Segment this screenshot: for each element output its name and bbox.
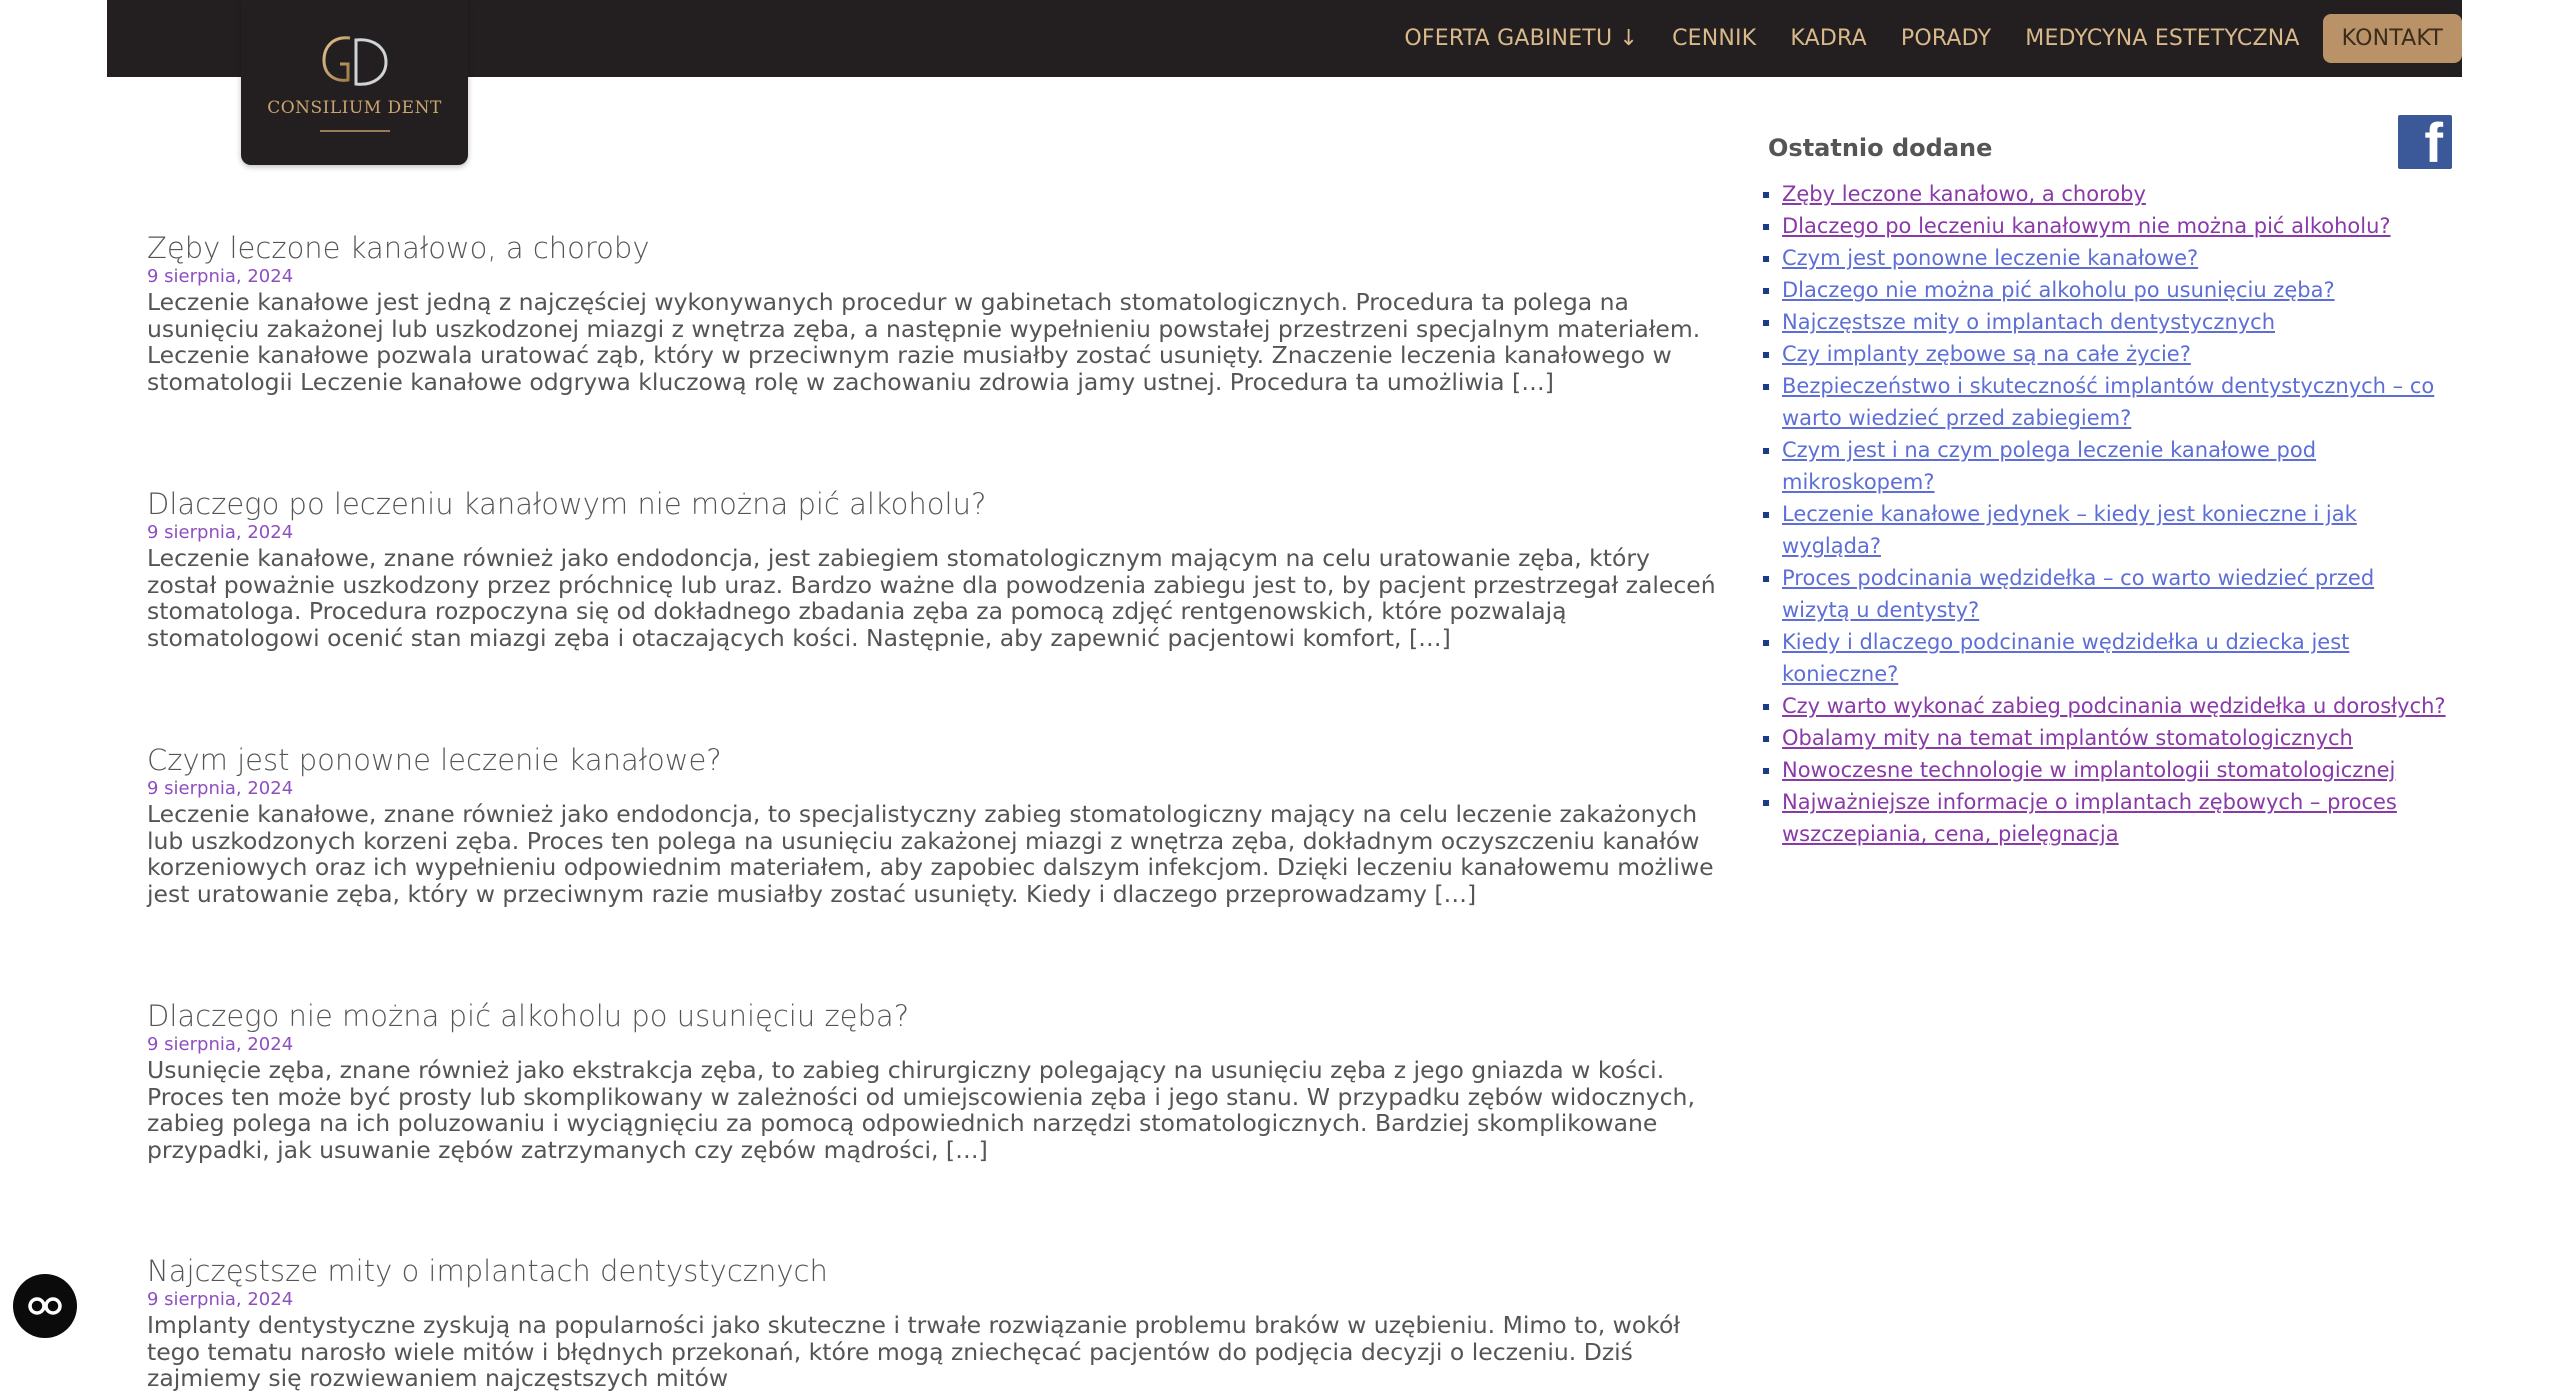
recent-posts-list [1768, 178, 2448, 850]
list-item [1782, 242, 2448, 274]
post-item [147, 742, 1717, 907]
post-excerpt: Usunięcie zęba, znane również jako ekstrakcja zęba, to zabieg chirurgiczny polegający na usunięciu zęba z jego gniazda w kości. Proces ten może być prosty lub skomplikowany w zależności od umiejscowienia zęba i jego stanu. W przypadku zębów widocznych, zabieg polega na ich poluzowaniu i wyciągnięciu za pomocą odpowiednich narzędzi stomatologicznych. Bardziej skomplikowane przypadki, jak usuwanie zębów zatrzymanych czy zębów mądrości, […] [147, 1056, 1695, 1164]
post-date: 9 sierpnia, 2024 [147, 266, 294, 287]
list-item [1782, 210, 2448, 242]
list-item [1782, 690, 2448, 722]
post-excerpt: Leczenie kanałowe, znane również jako endodoncja, to specjalistyczny zabieg stomatologiczny mający na celu leczenie zakażonych lub uszkodzonych korzeni zęba. Proces ten polega na usunięciu zakażonej miazgi z wnętrza zęba, dokładnym oczyszczeniu kanałów korzeniowych oraz ich wypełnieniu odpowiednim materiałem, aby zapobiec dalszym infekcjom. Dzięki leczeniu kanałowemu możliwe jest uratowanie zęba, który w przeciwnym razie musiałby zostać usunięty. Kiedy i dlaczego przeprowadzamy […] [147, 800, 1714, 908]
post-date: 9 sierpnia, 2024 [147, 778, 294, 799]
post-title-link[interactable]: Dlaczego nie można pić alkoholu po usunięciu zęba? [147, 999, 910, 1033]
list-item [1782, 306, 2448, 338]
contact-button[interactable]: KONTAKT [2323, 14, 2462, 63]
recent-post-link[interactable]: Nowoczesne technologie w implantologii stomatologicznej [1782, 758, 2396, 782]
facebook-icon[interactable] [2398, 111, 2452, 174]
recent-post-link[interactable]: Najważniejsze informacje o implantach zębowych – proces wszczepiania, cena, pielęgnacja [1782, 790, 2397, 846]
list-item [1782, 786, 2448, 850]
post-title-link[interactable]: Najczęstsze mity o implantach dentystycznych [147, 1254, 828, 1288]
list-item [1782, 498, 2448, 562]
post-title-link[interactable]: Czym jest ponowne leczenie kanałowe? [147, 743, 722, 777]
post-item [147, 998, 1717, 1163]
recent-post-link[interactable]: Kiedy i dlaczego podcinanie wędzidełka u dziecka jest konieczne? [1782, 630, 2350, 686]
post-excerpt: Leczenie kanałowe jest jedną z najczęściej wykonywanych procedur w gabinetach stomatologicznych. Procedura ta polega na usunięciu zakażonej lub uszkodzonej miazgi z wnętrza zęba, a następnie wypełnieniu powstałej przestrzeni specjalnym materiałem. Leczenie kanałowe pozwala uratować ząb, który w przeciwnym razie musiałby zostać usunięty. Znaczenie leczenia kanałowego w stomatologii Leczenie kanałowe odgrywa kluczową rolę w zachowaniu zdrowia jamy ustnej. Procedura ta umożliwia […] [147, 288, 1701, 396]
nav-item-kadra[interactable]: KADRA [1790, 26, 1867, 51]
recent-post-link[interactable]: Bezpieczeństwo i skuteczność implantów dentystycznych – co warto wiedzieć przed zabiegiem? [1782, 374, 2435, 430]
recent-post-link[interactable]: Czy warto wykonać zabieg podcinania wędzidełka u dorosłych? [1782, 694, 2446, 718]
recent-post-link[interactable]: Czym jest ponowne leczenie kanałowe? [1782, 246, 2199, 270]
post-title-link[interactable]: Dlaczego po leczeniu kanałowym nie można pić alkoholu? [147, 487, 987, 521]
logo-underline [320, 130, 390, 132]
recent-posts-widget [1768, 134, 2448, 850]
recent-posts-title: Ostatnio dodane [1768, 134, 1993, 162]
accessibility-button[interactable] [13, 1274, 77, 1338]
post-excerpt: Leczenie kanałowe, znane również jako endodoncja, jest zabiegiem stomatologicznym mającym na celu uratowanie zęba, który został poważnie uszkodzony przez próchnicę lub uraz. Bardzo ważne dla powodzenia zabiegu jest to, by pacjent przestrzegał zaleceń stomatologa. Procedura rozpoczyna się od dokładnego zbadania zęba za pomocą zdjęć rentgenowskich, które pozwalają stomatologowi ocenić stan miazgi zęba i otaczających kości. Następnie, aby zapewnić pacjentowi komfort, […] [147, 544, 1716, 652]
post-title-link[interactable]: Zęby leczone kanałowo, a choroby [147, 231, 650, 265]
recent-post-link[interactable]: Czy implanty zębowe są na całe życie? [1782, 342, 2191, 366]
post-excerpt: Implanty dentystyczne zyskują na popularności jako skuteczne i trwałe rozwiązanie problemu braków w uzębieniu. Mimo to, wokół tego tematu narosło wiele mitów i błędnych przekonań, które mogą zniechęcać pacjentów do podjęcia decyzji o leczeniu. Dziś zajmiemy się rozwiewaniem najczęstszych mitów [147, 1311, 1681, 1392]
facebook-glyph: f [2424, 111, 2443, 174]
nav-item-medycyna-estetyczna[interactable]: MEDYCYNA ESTETYCZNA [2025, 26, 2300, 51]
logo-text: CONSILIUM DENT [267, 98, 442, 118]
recent-post-link[interactable]: Obalamy mity na temat implantów stomatologicznych [1782, 726, 2353, 750]
recent-post-link[interactable]: Dlaczego po leczeniu kanałowym nie można pić alkoholu? [1782, 214, 2391, 238]
list-item [1782, 274, 2448, 306]
recent-post-link[interactable]: Najczęstsze mity o implantach dentystycznych [1782, 310, 2276, 334]
recent-post-link[interactable]: Dlaczego nie można pić alkoholu po usunięciu zęba? [1782, 278, 2335, 302]
nav-item-porady[interactable]: PORADY [1900, 26, 1992, 51]
list-item [1782, 338, 2448, 370]
list-item [1782, 722, 2448, 754]
post-item [147, 230, 1717, 395]
logo-monogram-icon [310, 30, 400, 92]
post-item [147, 1253, 1717, 1392]
recent-post-link[interactable]: Zęby leczone kanałowo, a choroby [1782, 182, 2146, 206]
recent-post-link[interactable]: Proces podcinania wędzidełka – co warto wiedzieć przed wizytą u dentysty? [1782, 566, 2375, 622]
main-nav [1387, 0, 2462, 77]
list-item [1782, 178, 2448, 210]
post-date: 9 sierpnia, 2024 [147, 1289, 294, 1310]
post-date: 9 sierpnia, 2024 [147, 522, 294, 543]
list-item [1782, 562, 2448, 626]
list-item [1782, 626, 2448, 690]
post-item [147, 486, 1717, 651]
accessibility-icon [27, 1294, 63, 1318]
list-item [1782, 754, 2448, 786]
nav-item-oferta-gabinetu[interactable]: OFERTA GABINETU ↓ [1404, 26, 1639, 51]
recent-post-link[interactable]: Leczenie kanałowe jedynek – kiedy jest konieczne i jak wygląda? [1782, 502, 2357, 558]
site-logo[interactable] [241, 0, 468, 165]
list-item [1782, 370, 2448, 434]
nav-item-cennik[interactable]: CENNIK [1672, 26, 1757, 51]
list-item [1782, 434, 2448, 498]
post-date: 9 sierpnia, 2024 [147, 1034, 294, 1055]
recent-post-link[interactable]: Czym jest i na czym polega leczenie kanałowe pod mikroskopem? [1782, 438, 2317, 494]
